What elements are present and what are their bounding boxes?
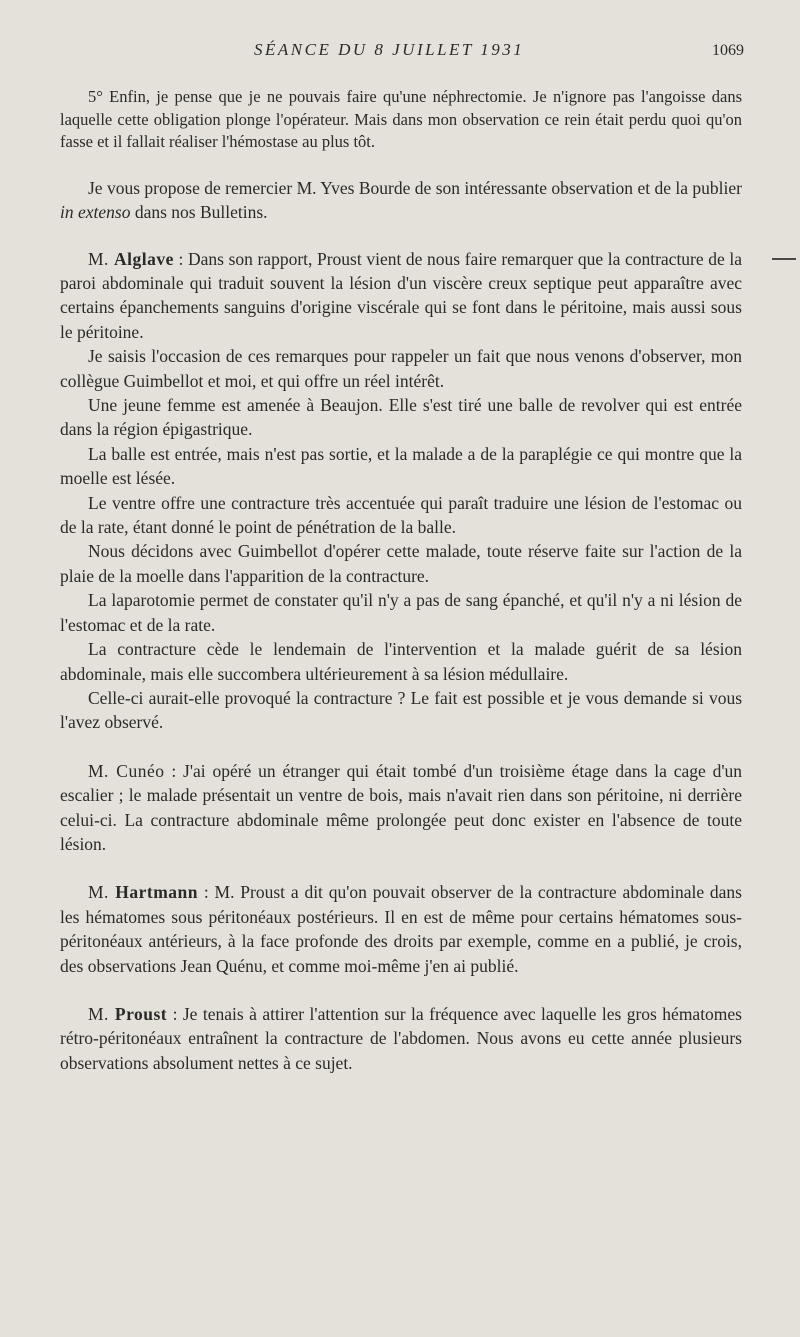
conclusion-text-start: Je vous propose de remercier M. Yves Bourde de son intéressante observation et de la publier xyxy=(88,177,742,198)
speaker-proust: Proust xyxy=(114,1003,168,1024)
running-title: SÉANCE DU 8 JUILLET 1931 xyxy=(254,40,525,59)
alglave-text: : Dans son rapport, Proust vient de nous faire remarquer que la contracture de la paroi abdominale qui traduit souvent la lésion d'un viscère creux septique peut apparaître avec certains épanchements sanguins d'origine viscérale qui se font dans le péritoine, mais aussi sous le péritoine. xyxy=(60,248,743,342)
paragraph-alglave-6: Nous décidons avec Guimbellot d'opérer cette malade, toute réserve faite sur l'action de la plaie de la moelle dans l'apparition de la contracture. xyxy=(60,541,742,586)
paragraph-conclusion xyxy=(60,176,742,225)
paragraph-proust xyxy=(60,1002,742,1075)
proust-text: : Je tenais à attirer l'attention sur la fréquence avec laquelle les gros hématomes rétro-péritonéaux entraînent la contracture de l'abdomen. Nous avons eu cette année plusieurs observations absolument nettes à ce sujet. xyxy=(60,1003,742,1073)
paragraph-cuneo xyxy=(60,759,742,857)
speaker-cuneo: Cunéo xyxy=(116,760,165,781)
paragraph-alglave-2: Je saisis l'occasion de ces remarques pour rappeler un fait que nous venons d'observer, mon collègue Guimbellot et moi, et qui offre un réel intérêt. xyxy=(60,346,742,391)
conclusion-text-end: dans nos Bulletins. xyxy=(130,202,268,223)
paragraph-alglave-5: Le ventre offre une contracture très accentuée qui paraît traduire une lésion de l'estomac ou de la rate, étant donné le point de pénétration de la balle. xyxy=(60,492,742,538)
speaker-hartmann: Hartmann xyxy=(115,882,199,903)
margin-mark xyxy=(772,258,796,260)
speaker-alglave: Alglave xyxy=(114,248,174,269)
hartmann-text: : M. Proust a dit qu'on pouvait observer de la contracture abdominale dans les hématomes sous péritonéaux postérieurs. Il en est de même pour certains hématomes sous-péritonéaux antérieurs, à la face profonde des droits par exemple, comme en a publié, je crois, des observations Jean Quénu, et comme moi-même j'en ai publié. xyxy=(60,882,742,976)
paragraph-alglave-8: La contracture cède le lendemain de l'intervention et la malade guérit de sa lésion abdominale, mais elle succombera ultérieurement à sa lésion médullaire. xyxy=(60,639,742,684)
speaker-prefix: M. xyxy=(88,760,117,781)
paragraph-point-5: 5° Enfin, je pense que je ne pouvais faire qu'une néphrectomie. Je n'ignore pas l'angoisse dans laquelle cette obligation plonge l'opérateur. Mais dans mon observation ce rein était perdu quoi qu'on fasse et il fallait réaliser l'hémostase au plus tôt. xyxy=(60,87,742,152)
cuneo-text: : J'ai opéré un étranger qui était tombé d'un troisième étage dans la cage d'un escalier ; le malade présentait un ventre de bois, mais n'avait rien dans son péritoine, ni derrière celui-ci. La contracture abdominale même prolongée peut donc exister en l'absence de toute lésion. xyxy=(60,760,742,854)
paragraph-alglave-intro xyxy=(60,247,742,345)
body-text xyxy=(60,86,742,1075)
paragraph-hartmann xyxy=(60,880,742,978)
speaker-prefix: M. xyxy=(88,1003,115,1024)
paragraph-alglave-3: Une jeune femme est amenée à Beaujon. Elle s'est tiré une balle de revolver qui est entrée dans la région épigastrique. xyxy=(60,395,742,440)
paragraph-alglave-4: La balle est entrée, mais n'est pas sortie, et la malade a de la paraplégie ce qui montre que la moelle est lésée. xyxy=(60,443,742,489)
speaker-prefix: M. xyxy=(88,248,115,269)
paragraph-alglave-7: La laparotomie permet de constater qu'il n'y a pas de sang épanché, et qu'il n'y a ni lésion de l'estomac et de la rate. xyxy=(60,590,742,635)
paragraph-alglave-9: Celle-ci aurait-elle provoqué la contracture ? Le fait est possible et je vous demande si vous l'avez observé. xyxy=(60,687,742,733)
speaker-prefix: M. xyxy=(88,882,116,903)
conclusion-italic: in extenso xyxy=(60,202,131,223)
page-number: 1069 xyxy=(712,42,744,59)
running-header xyxy=(0,40,800,66)
